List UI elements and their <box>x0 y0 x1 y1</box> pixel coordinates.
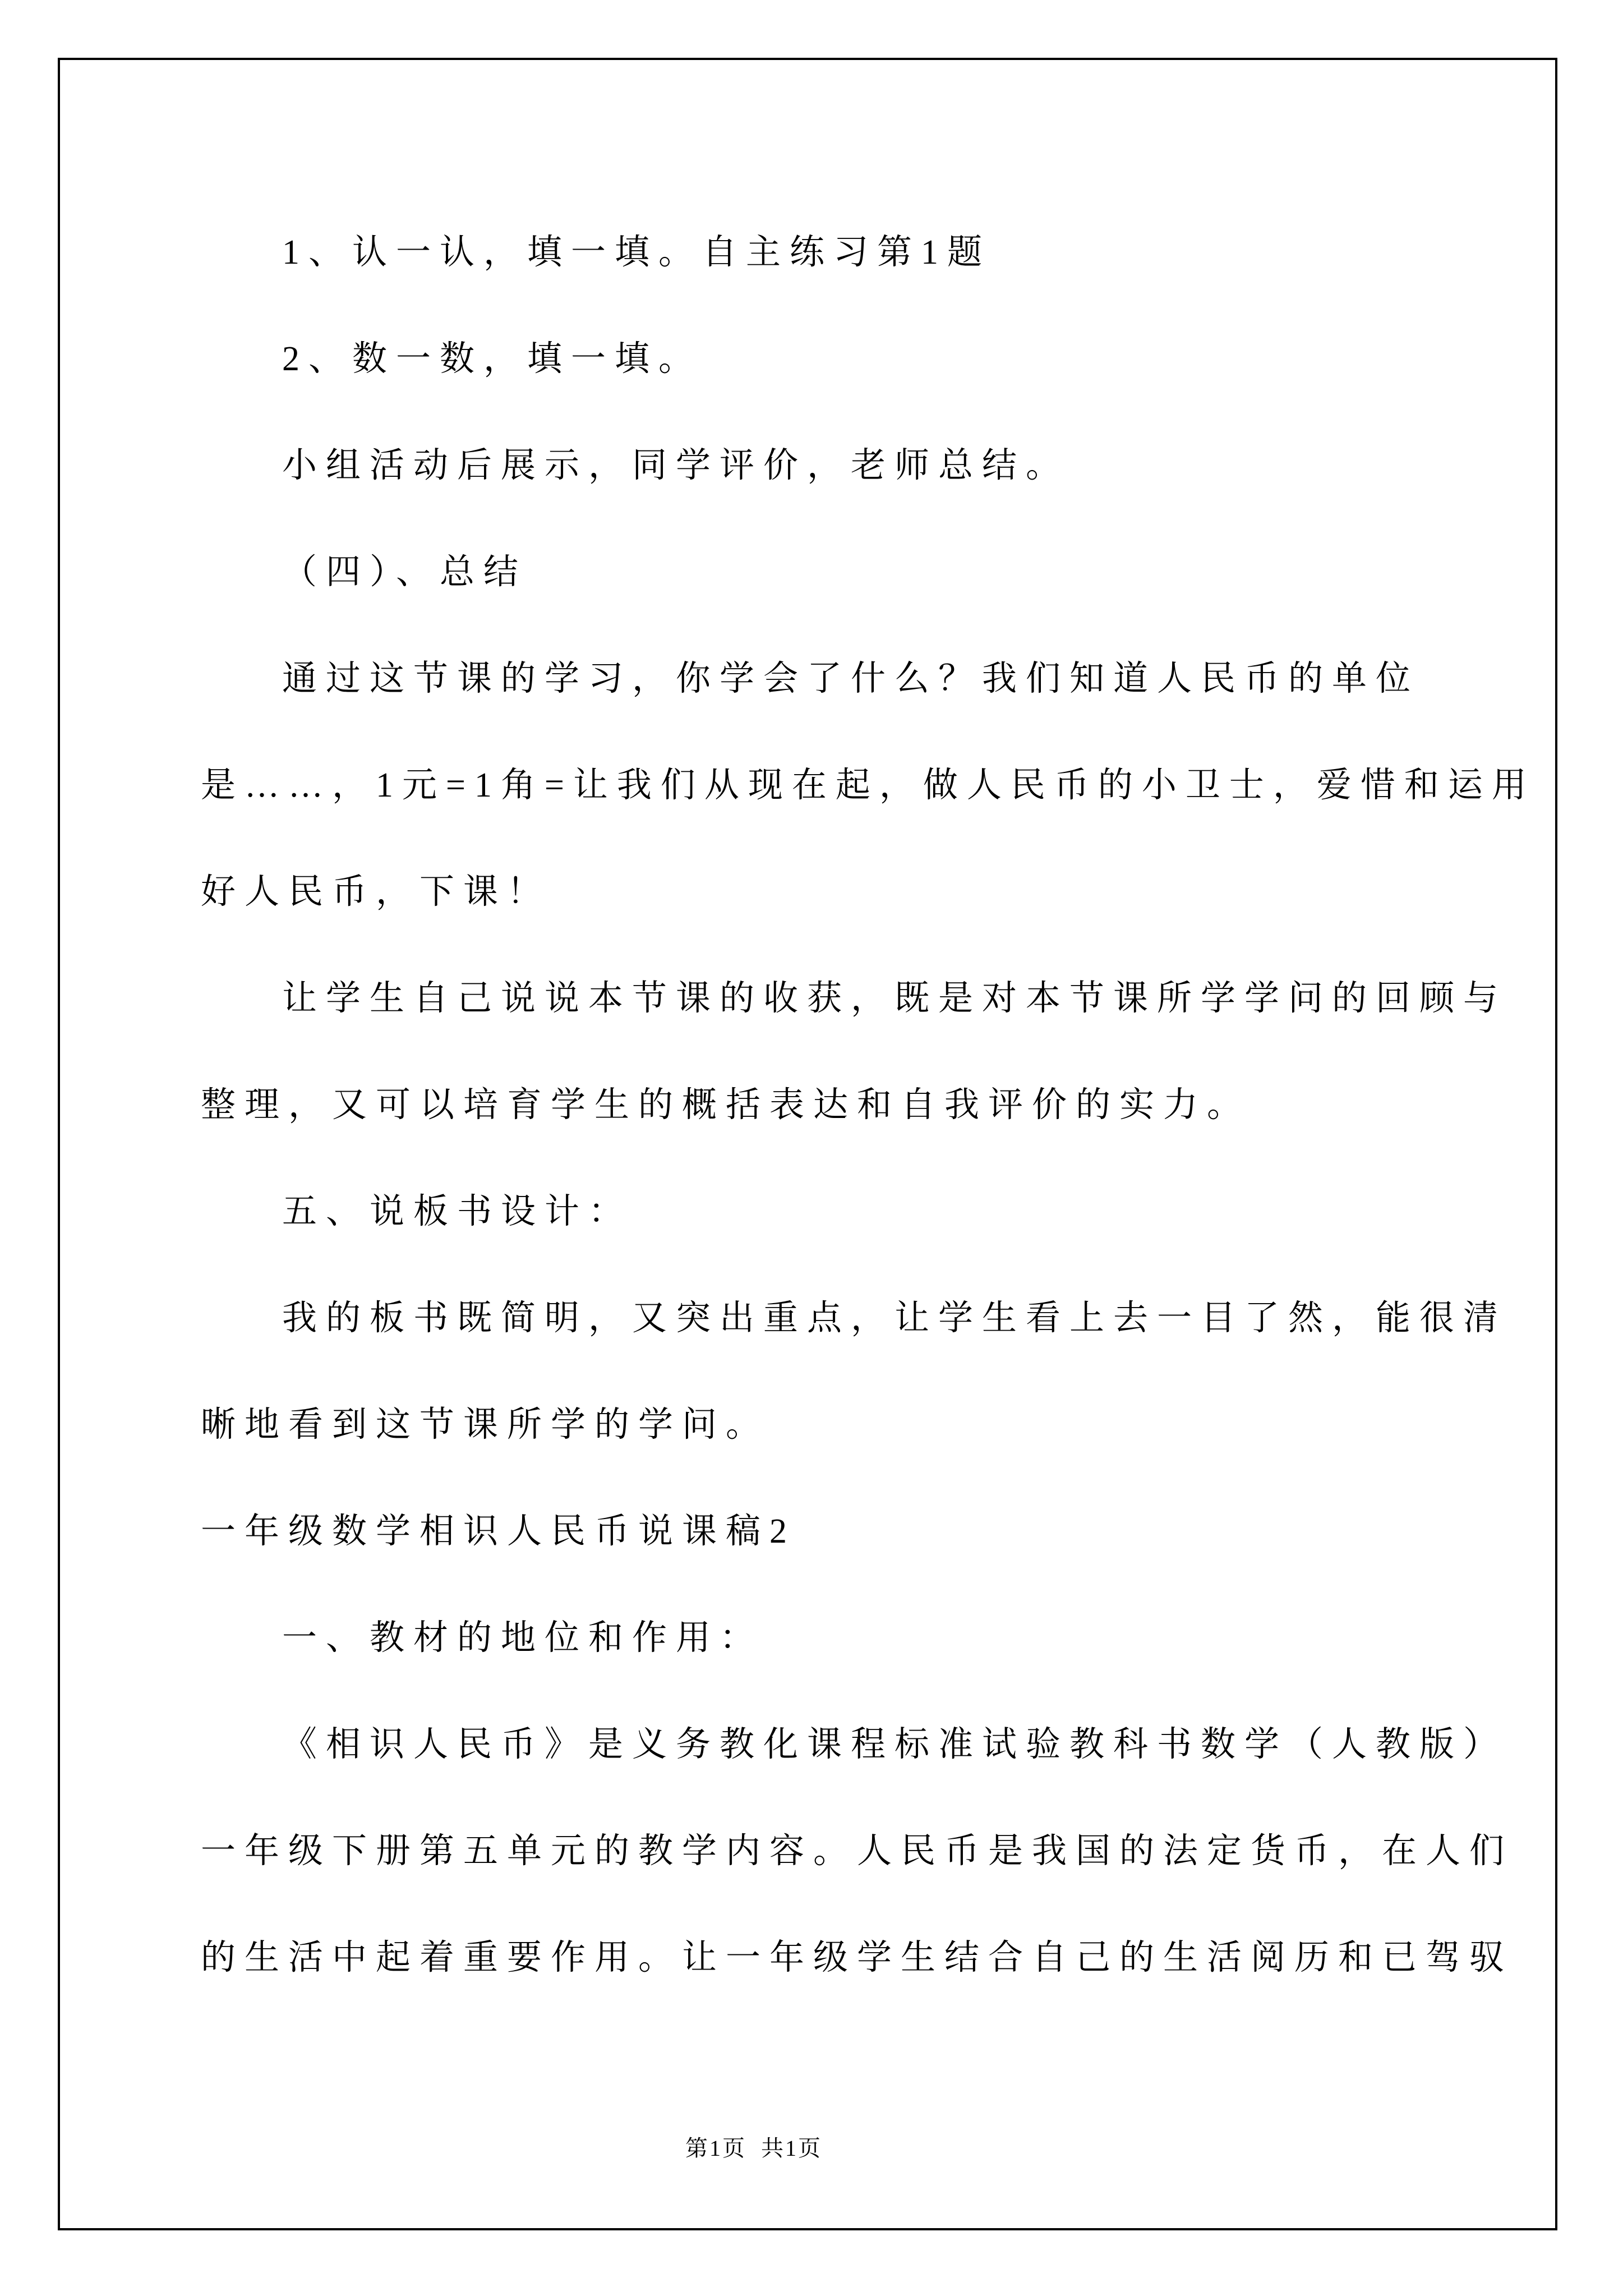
text-line: 《相识人民币》是义务教化课程标准试验教科书数学（人教版） <box>282 1726 1507 1764</box>
text-line: 小组活动后展示，同学评价，老师总结。 <box>282 447 1070 485</box>
text-line: 是……，1元=1角=让我们从现在起，做人民币的小卫士，爱惜和运用 <box>201 766 1536 804</box>
text-line: 1、认一认，填一填。自主练习第1题 <box>282 233 992 272</box>
text-line: 的生活中起着重要作用。让一年级学生结合自己的生活阅历和已驾驭 <box>201 1939 1514 1977</box>
text-line: 一、教材的地位和作用： <box>282 1619 764 1657</box>
text-line: 好人民币，下课！ <box>201 873 551 911</box>
text-line: 一年级数学相识人民币说课稿2 <box>201 1512 796 1550</box>
text-line: 通过这节课的学习，你学会了什么？我们知道人民币的单位 <box>282 660 1420 698</box>
page-footer: 第1页 共1页 <box>685 2136 822 2161</box>
text-line: 五、说板书设计： <box>282 1193 633 1231</box>
text-line: 让学生自己说说本节课的收获，既是对本节课所学学问的回顾与 <box>282 979 1507 1018</box>
text-line: 一年级下册第五单元的教学内容。人民币是我国的法定货币，在人们 <box>201 1832 1514 1870</box>
text-line: 晰地看到这节课所学的学问。 <box>201 1406 770 1444</box>
text-line: 我的板书既简明，又突出重点，让学生看上去一目了然，能很清 <box>282 1299 1507 1337</box>
text-line: 整理，又可以培育学生的概括表达和自我评价的实力。 <box>201 1086 1251 1124</box>
document-body <box>201 199 1536 2011</box>
text-line: 2、数一数，填一填。 <box>282 340 703 378</box>
text-line: （四）、总结 <box>282 553 528 591</box>
